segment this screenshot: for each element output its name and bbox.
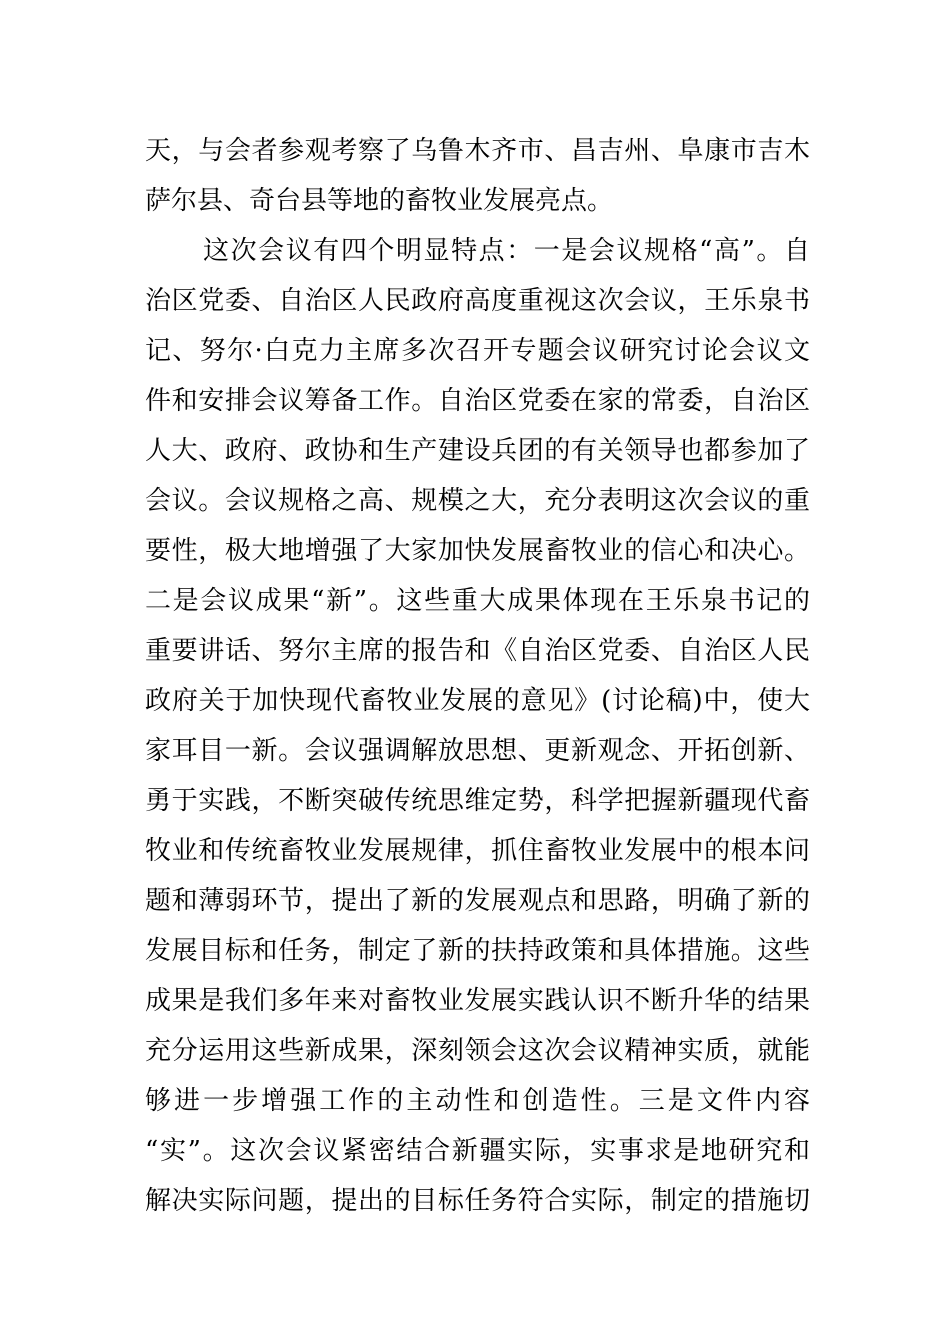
text-line: 充分运用这些新成果，深刻领会这次会议精神实质，就能 [145, 1036, 810, 1066]
text-line: 天，与会者参观考察了乌鲁木齐市、昌吉州、阜康市吉木 [145, 136, 810, 166]
text-line: 家耳目一新。会议强调解放思想、更新观念、开拓创新、 [145, 736, 810, 766]
text-line: 要性，极大地增强了大家加快发展畜牧业的信心和决心。 [145, 536, 810, 566]
text-line: 人大、政府、政协和生产建设兵团的有关领导也都参加了 [145, 436, 810, 466]
text-line: 够进一步增强工作的主动性和创造性。三是文件内容 [145, 1086, 810, 1116]
text-line: 牧业和传统畜牧业发展规律，抓住畜牧业发展中的根本问 [145, 836, 810, 866]
text-line: 会议。会议规格之高、规模之大，充分表明这次会议的重 [145, 486, 810, 516]
text-line: 勇于实践，不断突破传统思维定势，科学把握新疆现代畜 [145, 786, 810, 816]
text-line: 发展目标和任务，制定了新的扶持政策和具体措施。这些 [145, 936, 810, 966]
text-line: 解决实际问题，提出的目标任务符合实际，制定的措施切 [145, 1186, 810, 1216]
text-line: 萨尔县、奇台县等地的畜牧业发展亮点。 [145, 186, 614, 216]
body-text [145, 126, 810, 1226]
text-line: 成果是我们多年来对畜牧业发展实践认识不断升华的结果 [145, 986, 810, 1016]
text-line: 重要讲话、努尔主席的报告和《自治区党委、自治区人民 [145, 636, 810, 666]
text-line: “实”。这次会议紧密结合新疆实际，实事求是地研究和 [145, 1136, 810, 1166]
text-line: 治区党委、自治区人民政府高度重视这次会议，王乐泉书 [145, 286, 810, 316]
text-line: 件和安排会议筹备工作。自治区党委在家的常委，自治区 [145, 386, 810, 416]
text-line: 政府关于加快现代畜牧业发展的意见》(讨论稿)中，使大 [145, 686, 810, 716]
text-line: 二是会议成果“新”。这些重大成果体现在王乐泉书记的 [145, 586, 810, 616]
text-line: 题和薄弱环节，提出了新的发展观点和思路，明确了新的 [145, 886, 810, 916]
paragraph-start-line: 这次会议有四个明显特点：一是会议规格“高”。自 [203, 236, 810, 266]
text-line: 记、努尔·白克力主席多次召开专题会议研究讨论会议文 [145, 336, 810, 366]
